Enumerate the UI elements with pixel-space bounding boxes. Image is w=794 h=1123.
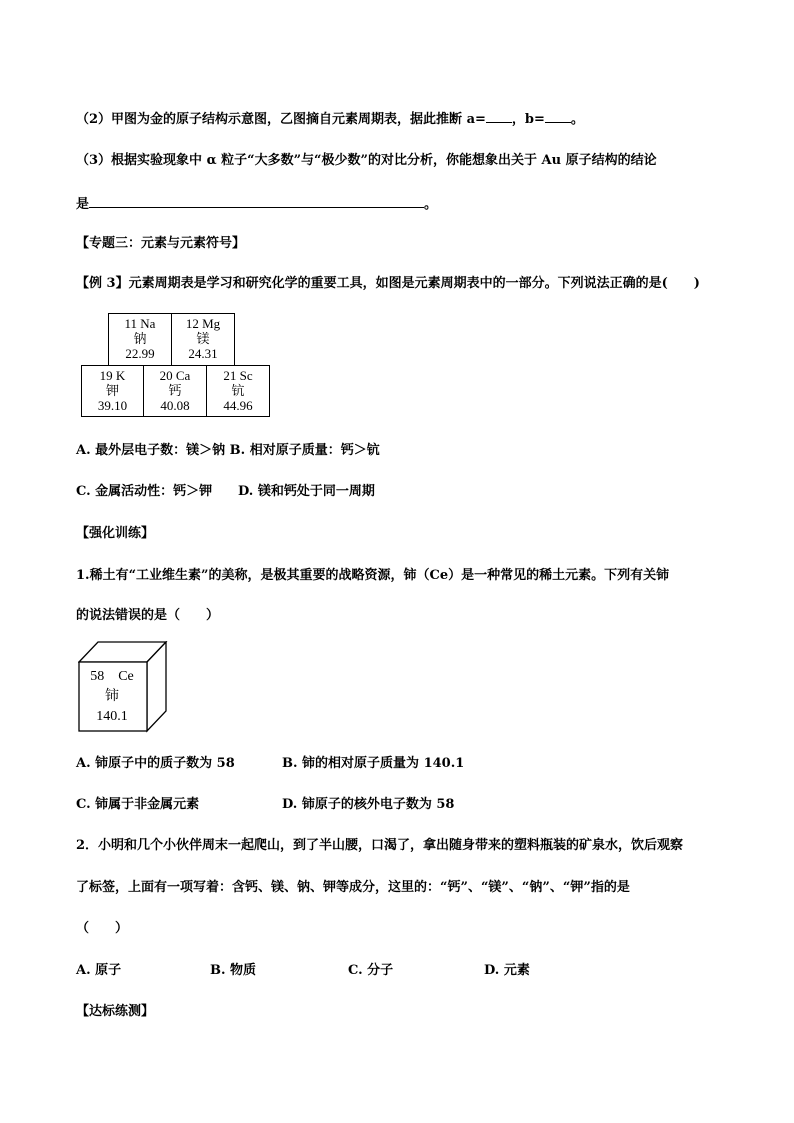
- q3-line2-start: 是: [76, 197, 90, 212]
- element-cell-na: 11 Na 钠 22.99: [108, 313, 172, 366]
- element-cell-sc: 21 Sc 钪 44.96: [206, 365, 270, 417]
- example-3-options-ab: A. 最外层电子数：镁＞钠 B. 相对原子质量：钙＞钪: [76, 443, 380, 458]
- answer-blank-b[interactable]: [545, 110, 571, 123]
- question-3-line1: （3）根据实验现象中 α 粒子“大多数”与“极少数”的对比分析，你能想象出关于 Au 原子结构的结论: [76, 153, 657, 168]
- ce-number-symbol: 58 Ce: [90, 669, 134, 684]
- q2-end: 。: [570, 112, 584, 127]
- q1-option-c: C. 铈属于非金属元素: [76, 797, 200, 812]
- q1-option-d: D. 铈原子的核外电子数为 58: [282, 797, 455, 812]
- question-2b-line1: 2．小明和几个小伙伴周末一起爬山，到了半山腰，口渴了，拿出随身带来的塑料瓶装的矿泉水，饮后观察: [76, 838, 684, 853]
- ce-name: 铈: [105, 689, 119, 704]
- q2b-option-d: D. 元素: [484, 963, 530, 978]
- element-cell-k: 19 K 钾 39.10: [81, 365, 144, 417]
- q3-line2-end: 。: [424, 197, 438, 212]
- question-3-line2: [76, 195, 437, 213]
- final-practice-heading: 【达标练测】: [76, 1004, 155, 1019]
- example-3-question: 【例 3】元素周期表是学习和研究化学的重要工具，如图是元素周期表中的一部分。下列说法正确的是( ): [76, 276, 700, 291]
- element-cell-ca: 20 Ca 钙 40.08: [143, 365, 207, 417]
- topic-3-heading: 【专题三：元素与元素符号】: [76, 236, 246, 251]
- example-3-option-d: D. 镁和钙处于同一周期: [238, 484, 375, 499]
- example-3-option-c: C. 金属活动性：钙＞钾: [76, 484, 213, 499]
- question-2-line: [76, 110, 584, 128]
- q2b-option-b: B. 物质: [210, 963, 257, 978]
- strengthen-heading: 【强化训练】: [76, 526, 155, 541]
- q2-text: （2）甲图为金的原子结构示意图，乙图摘自元素周期表，据此推断 a=: [76, 112, 486, 127]
- q1-option-a: A. 铈原子中的质子数为 58: [76, 756, 235, 771]
- question-2b-line2: 了标签，上面有一项写着：含钙、镁、钠、钾等成分，这里的：“钙”、“镁”、“钠”、“钾”指的是: [76, 880, 630, 895]
- q1-option-b: B. 铈的相对原子质量为 140.1: [282, 756, 465, 771]
- ce-cell-content: [80, 667, 144, 727]
- question-1-line2: 的说法错误的是（ ）: [76, 608, 220, 623]
- ce-mass: 140.1: [96, 709, 128, 724]
- question-2b-line3: （ ）: [76, 921, 129, 936]
- question-1-line1: 1.稀土有“工业维生素”的美称，是极其重要的战略资源，铈（Ce）是一种常见的稀土元素。下列有关铈: [76, 568, 670, 583]
- answer-blank-conclusion[interactable]: [89, 195, 424, 208]
- q2-mid: ，b=: [511, 112, 545, 127]
- element-cell-mg: 12 Mg 镁 24.31: [171, 313, 235, 366]
- answer-blank-a[interactable]: [486, 110, 512, 123]
- q2b-option-c: C. 分子: [348, 963, 394, 978]
- q2b-option-a: A. 原子: [76, 963, 122, 978]
